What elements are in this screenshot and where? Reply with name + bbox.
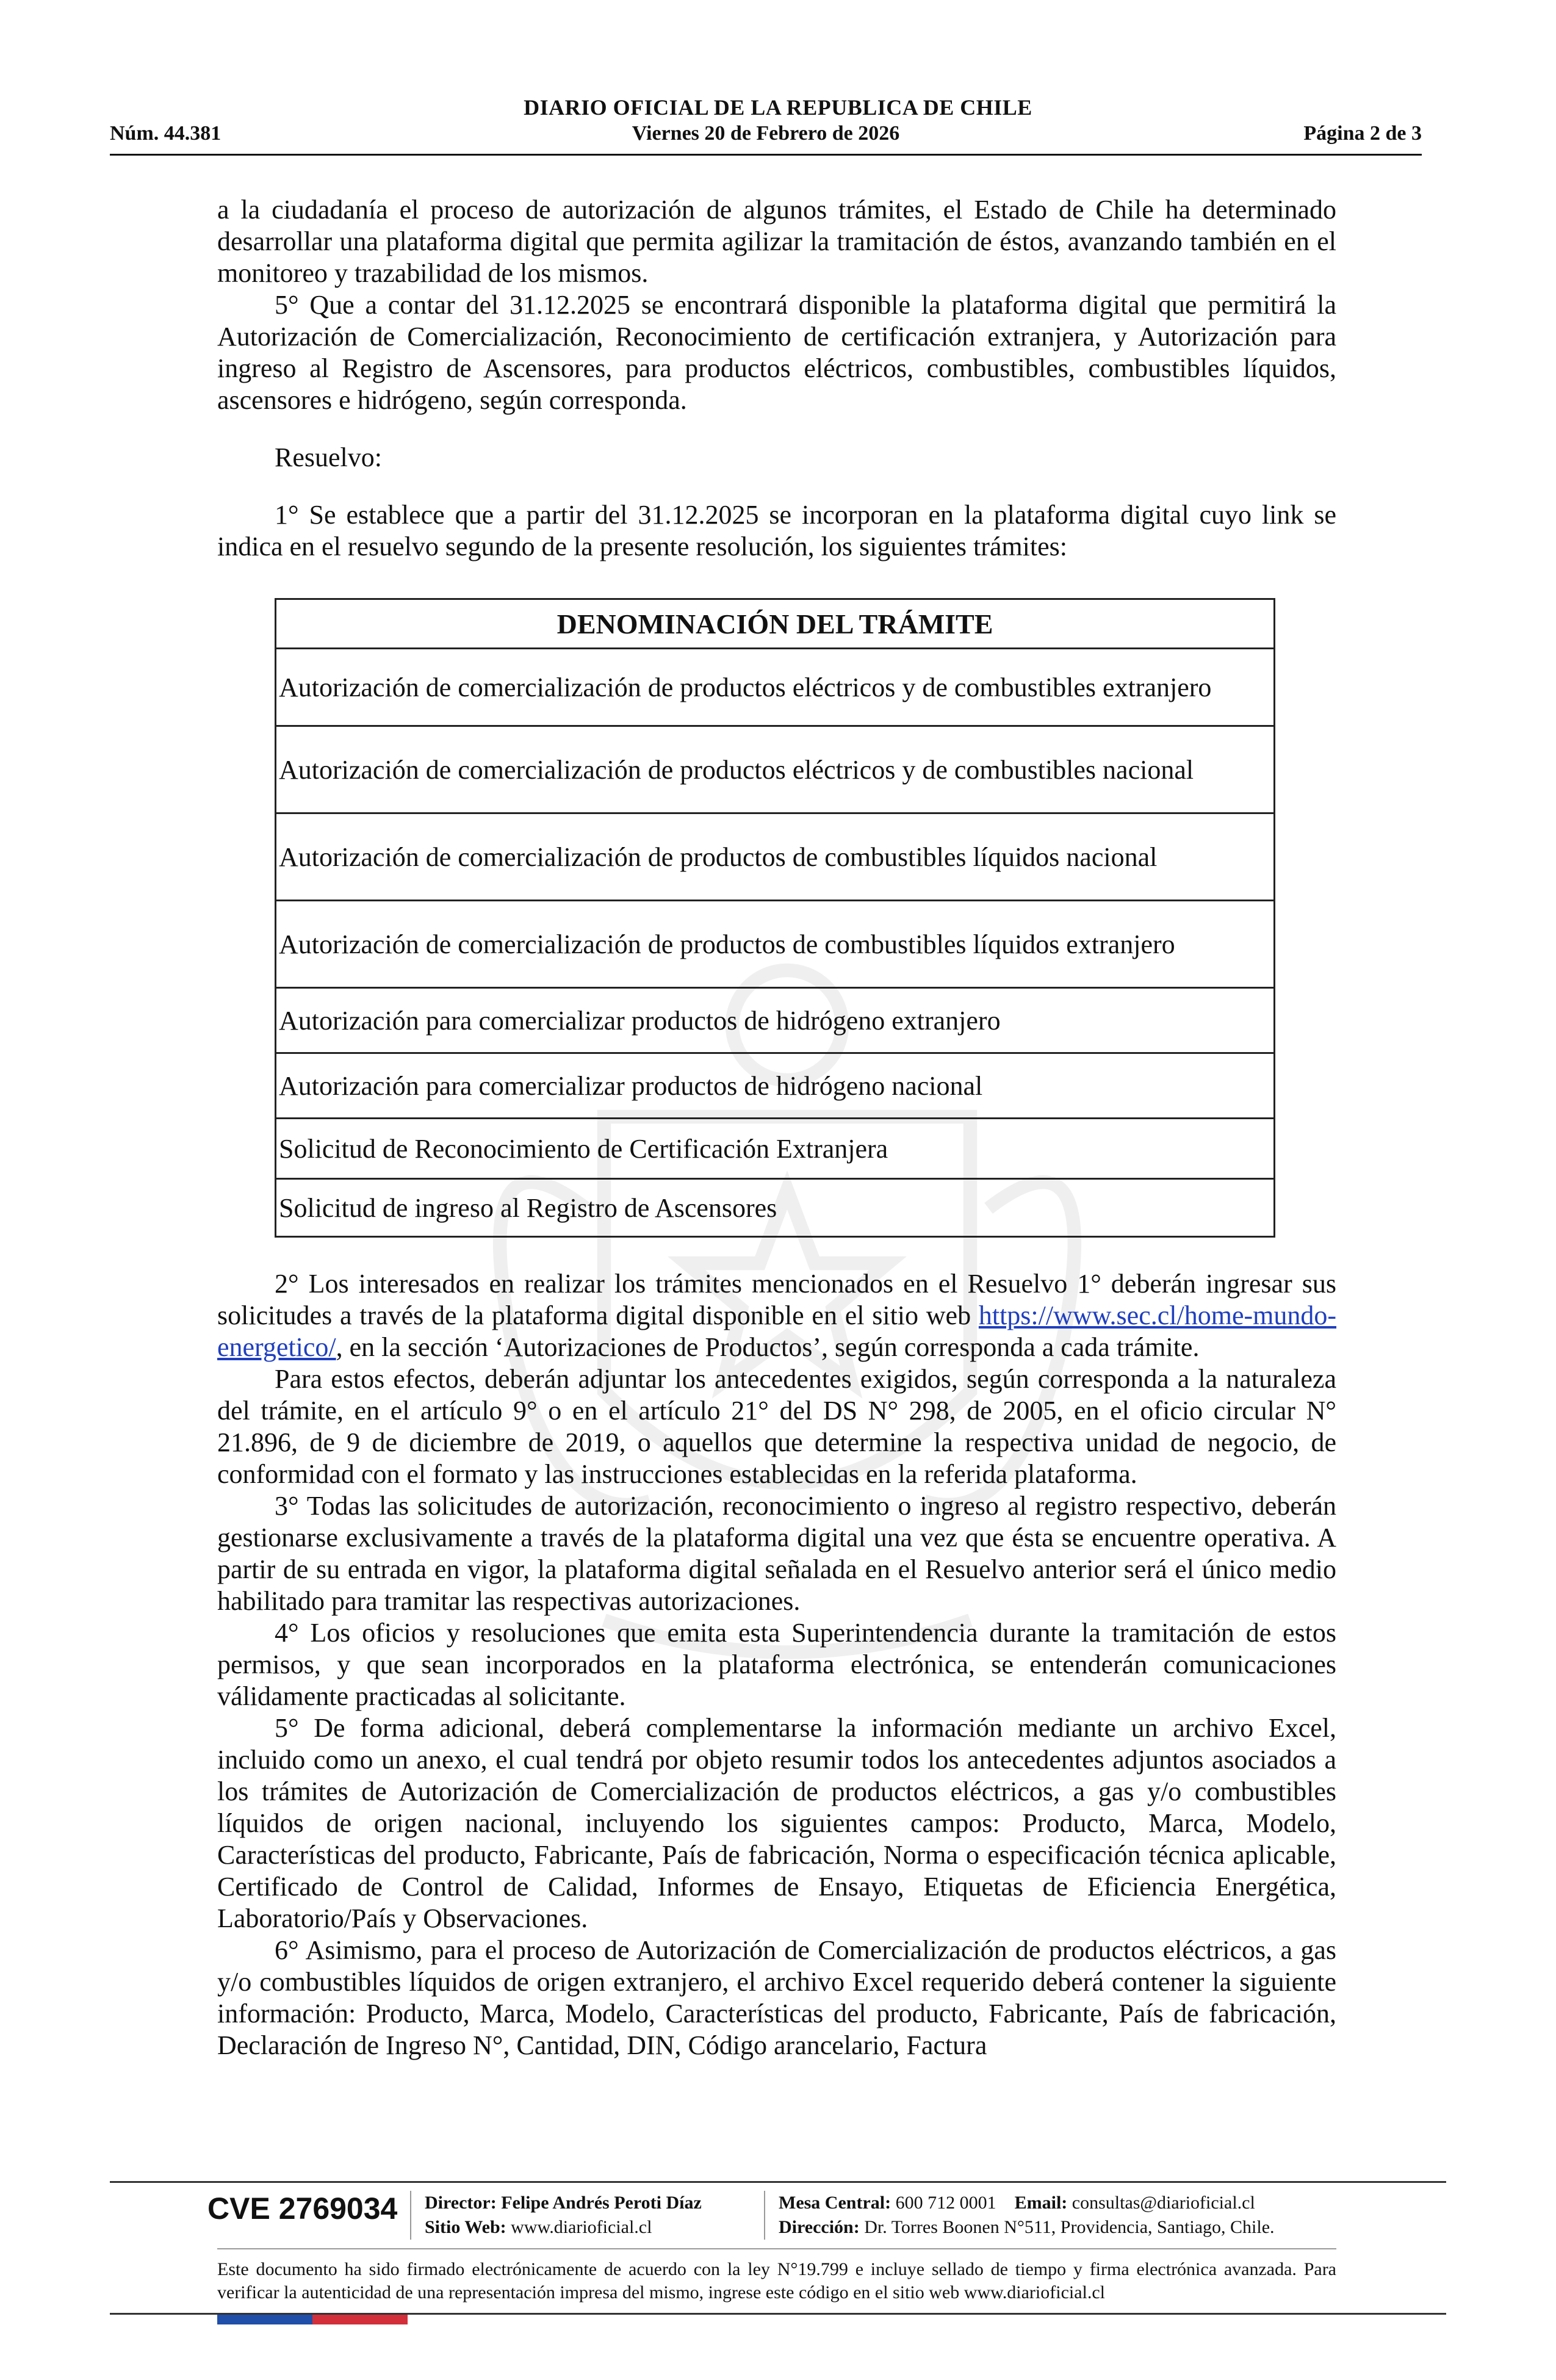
- flag-blue-segment: [217, 2315, 312, 2324]
- table-row: Autorización de comercialización de productos de combustibles líquidos nacional: [276, 813, 1275, 901]
- table-row: Autorización de comercialización de productos de combustibles líquidos extranjero: [276, 901, 1275, 988]
- director-label: Director:: [425, 2193, 497, 2213]
- table-row: Autorización de comercialización de productos eléctricos y de combustibles nacional: [276, 726, 1275, 813]
- table-row: Autorización de comercialización de productos eléctricos y de combustibles extranjero: [276, 649, 1275, 726]
- resuelvo-2-text-end: , en la sección ‘Autorizaciones de Productos’, según corresponda a cada trámite.: [336, 1332, 1200, 1362]
- paragraph-resuelvo-3: 3° Todas las solicitudes de autorización, reconocimiento o ingreso al registro respectivo, deberán gestionarse exclusivamente a través de la plataforma digital una vez que ésta se encuentre operativa. A partir de su entrada en vigor, la plataforma digital señalada en el Resuelvo anterior será el único medio habilitado para tramitar las respectivas autorizaciones.: [217, 1491, 1336, 1616]
- footer-divider-top: [110, 2181, 1446, 2183]
- paragraph-resuelvo-6: 6° Asimismo, para el proceso de Autorización de Comercialización de productos eléctricos, a gas y/o combustibles líquidos de origen extranjero, el archivo Excel requerido deberá contener la siguiente información: Producto, Marca, Modelo, Características del producto, Fabricante, País de fabricación, Declaración de Ingreso N°, Cantidad, DIN, Código arancelario, Factura: [217, 1935, 1336, 2060]
- footer-contact-block: [779, 2191, 1275, 2240]
- body-bottom: [217, 1268, 1336, 2061]
- footer-director-block: [425, 2191, 702, 2240]
- signature-disclaimer: Este documento ha sido firmado electrónicamente de acuerdo con la ley N°19.799 e incluye sellado de tiempo y firma electrónica avanzada. Para verificar la autenticidad de una representación impresa del mismo, ingrese este código en el sitio web www.diarioficial.cl: [217, 2259, 1336, 2302]
- paragraph-considerando-5: 5° Que a contar del 31.12.2025 se encontrará disponible la plataforma digital que permitirá la Autorización de Comercialización, Reconocimiento de certificación extranjera, y Autorización para ingreso al Registro de Ascensores, para productos eléctricos, combustibles, combustibles líquidos, ascensores e hidrógeno, según corresponda.: [217, 290, 1336, 415]
- paragraph-intro: a la ciudadanía el proceso de autorización de algunos trámites, el Estado de Chile ha determinado desarrollar una plataforma digital que permita agilizar la tramitación de éstos, avanzando también en el monitoreo y trazabilidad de los mismos.: [217, 195, 1336, 288]
- issue-date: Viernes 20 de Febrero de 2026: [632, 122, 900, 145]
- flag-red-segment: [312, 2315, 408, 2324]
- email-label: Email:: [1014, 2193, 1068, 2213]
- resuelvo-heading: Resuelvo:: [275, 442, 382, 472]
- paragraph-resuelvo-4: 4° Los oficios y resoluciones que emita esta Superintendencia durante la tramitación de estos permisos, y que sean incorporados en la plataforma electrónica, se entenderán comunicaciones válidamente practicadas al solicitante.: [217, 1618, 1336, 1711]
- mesa-label: Mesa Central:: [779, 2193, 891, 2213]
- page-indicator: Página 2 de 3: [1303, 122, 1422, 145]
- chile-flag-bar: [217, 2315, 408, 2324]
- footer-separator: [410, 2191, 411, 2240]
- table-row: Solicitud de ingreso al Registro de Ascensores: [276, 1179, 1275, 1237]
- paragraph-resuelvo-5: 5° De forma adicional, deberá complementarse la información mediante un archivo Excel, incluido como un anexo, el cual tendrá por objeto resumir todos los antecedentes adjuntos asociados a los trámites de Autorización de Comercialización de productos eléctricos, a gas y/o combustibles líquidos de origen nacional, incluyendo los siguientes campos: Producto, Marca, Modelo, Características del producto, Fabricante, País de fabricación, Norma o especificación técnica aplicable, Certificado de Control de Calidad, Informes de Ensayo, Etiquetas de Eficiencia Energética, Laboratorio/País y Observaciones.: [217, 1713, 1336, 1933]
- resuelvo-2-text: 2° Los interesados en realizar los trámites mencionados en el Resuelvo 1° deberán ingresar sus solicitudes a través de la plataforma digital disponible en el sitio web: [217, 1269, 1336, 1330]
- paragraph-resuelvo-2b: Para estos efectos, deberán adjuntar los antecedentes exigidos, según corresponda a la naturaleza del trámite, en el artículo 9° o en el artículo 21° del DS N° 298, de 2005, en el oficio circular N° 21.896, de 9 de diciembre de 2019, o aquellos que determine la respectiva unidad de negocio, de conformidad con el formato y las instrucciones establecidas en la referida plataforma.: [217, 1364, 1336, 1489]
- sec-platform-link[interactable]: https://www.sec.cl/home-mundo-energetico/: [217, 1300, 1337, 1362]
- address-text: Dr. Torres Boonen N°511, Providencia, Santiago, Chile.: [864, 2217, 1275, 2237]
- cve-code: CVE 2769034: [207, 2191, 398, 2226]
- paragraph-resuelvo-1: 1° Se establece que a partir del 31.12.2025 se incorporan en la plataforma digital cuyo link se indica en el resuelvo segundo de la presente resolución, los siguientes trámites:: [217, 500, 1336, 561]
- paragraph-resuelvo-2: [217, 1268, 1336, 1363]
- address-label: Dirección:: [779, 2217, 860, 2237]
- director-name: Felipe Andrés Peroti Díaz: [501, 2193, 702, 2213]
- mesa-phone: 600 712 0001: [895, 2193, 996, 2213]
- header-divider: [110, 154, 1422, 156]
- table-row: Autorización para comercializar productos de hidrógeno nacional: [276, 1053, 1275, 1119]
- table-row: Autorización para comercializar productos de hidrógeno extranjero: [276, 988, 1275, 1053]
- body-top: [217, 194, 1336, 563]
- table-row: Solicitud de Reconocimiento de Certificación Extranjera: [276, 1119, 1275, 1179]
- footer-divider-mid: [217, 2248, 1336, 2249]
- email-address[interactable]: consultas@diarioficial.cl: [1072, 2193, 1255, 2213]
- header-row: [110, 122, 1422, 149]
- issue-number: Núm. 44.381: [110, 122, 222, 145]
- procedures-table: [275, 598, 1275, 1238]
- site-label: Sitio Web:: [425, 2217, 506, 2237]
- site-url[interactable]: www.diarioficial.cl: [511, 2217, 652, 2237]
- footer-separator: [764, 2191, 765, 2240]
- table-header: DENOMINACIÓN DEL TRÁMITE: [276, 599, 1275, 649]
- gazette-title: DIARIO OFICIAL DE LA REPUBLICA DE CHILE: [524, 95, 1032, 120]
